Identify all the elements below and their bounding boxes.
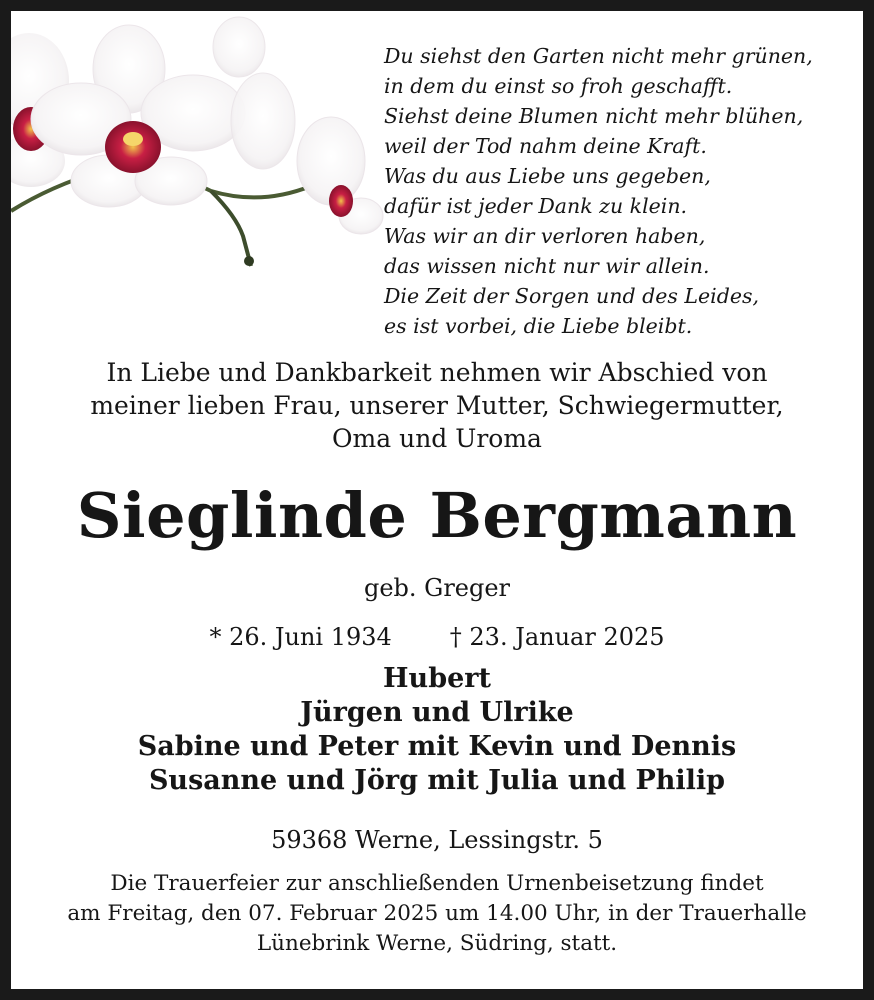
poem-line: Die Zeit der Sorgen und des Leides, xyxy=(384,284,759,308)
intro-text xyxy=(11,356,863,455)
poem-line: weil der Tod nahm deine Kraft. xyxy=(384,134,707,158)
poem-line: dafür ist jeder Dank zu klein. xyxy=(384,194,688,218)
poem-line: Was du aus Liebe uns gegeben, xyxy=(384,164,711,188)
family-address: 59368 Werne, Lessingstr. 5 xyxy=(271,826,603,854)
poem xyxy=(384,41,854,341)
life-dates xyxy=(11,620,863,654)
notice-line: Lünebrink Werne, Südring, statt. xyxy=(256,931,618,956)
mourner-line: Susanne und Jörg mit Julia und Philip xyxy=(148,765,726,796)
poem-line: das wissen nicht nur wir allein. xyxy=(384,254,710,278)
intro-line: meiner lieben Frau, unserer Mutter, Schwiegermutter, xyxy=(90,391,784,420)
poem-line: in dem du einst so froh geschafft. xyxy=(384,74,733,98)
mourner-line: Sabine und Peter mit Kevin und Dennis xyxy=(137,731,737,762)
poem-line: Du siehst den Garten nicht mehr grünen, xyxy=(384,44,813,68)
poem-line: es ist vorbei, die Liebe bleibt. xyxy=(384,314,693,338)
intro-line: In Liebe und Dankbarkeit nehmen wir Abschied von xyxy=(106,358,768,387)
poem-line: Siehst deine Blumen nicht mehr blühen, xyxy=(384,104,804,128)
birth-date: * 26. Juni 1934 xyxy=(209,623,392,651)
deceased-name: Sieglinde Bergmann xyxy=(76,479,798,552)
mourner-line: Jürgen und Ulrike xyxy=(300,697,574,728)
poem-line: Was wir an dir verloren haben, xyxy=(384,224,706,248)
birth-name: geb. Greger xyxy=(363,574,511,602)
mourners-list xyxy=(11,662,863,798)
death-date: † 23. Januar 2025 xyxy=(449,623,665,651)
notice-content xyxy=(11,11,863,989)
notice-line: am Freitag, den 07. Februar 2025 um 14.00 Uhr, in der Trauerhalle xyxy=(67,901,807,926)
mourner-line: Hubert xyxy=(383,663,491,694)
notice-line: Die Trauerfeier zur anschließenden Urnenbeisetzung findet xyxy=(110,871,764,896)
funeral-notice xyxy=(11,869,863,959)
intro-line: Oma und Uroma xyxy=(332,424,542,453)
white-orchid-icon xyxy=(11,11,386,273)
